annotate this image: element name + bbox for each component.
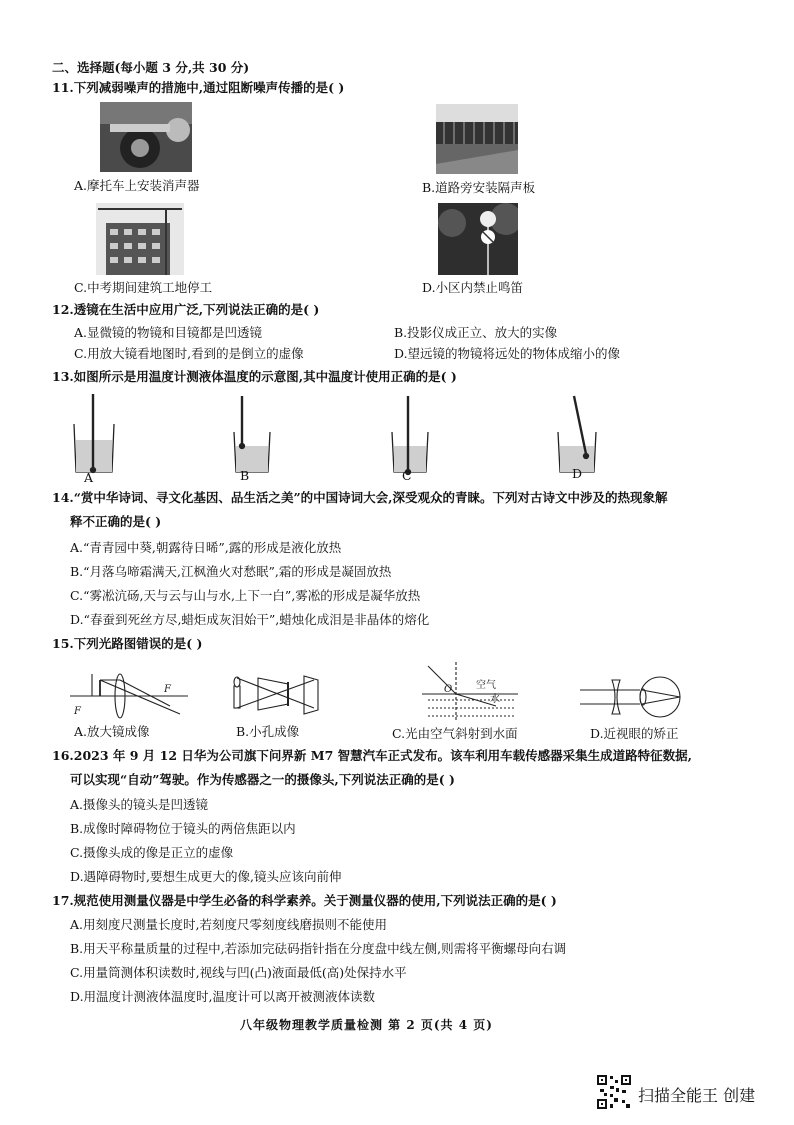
myopia-correction-diagram <box>580 674 690 720</box>
question-16-stem-line1: 16.2023 年 9 月 12 日华为公司旗下问界新 M7 智慧汽车正式发布。该车利用车载传感器采集生成道路特征数据, <box>52 748 692 763</box>
q11-option-b: B.道路旁安装隔声板 <box>422 180 536 195</box>
q16-option-d: D.遇障碍物时,要想生成更大的像,镜头应该向前伸 <box>70 869 342 884</box>
q14-option-d: D.“春蚕到死丝方尽,蜡炬成灰泪始干”,蜡烛化成泪是非晶体的熔化 <box>70 612 430 627</box>
point-o-label: O <box>444 684 453 695</box>
q16-option-a: A.摄像头的镜头是凹透镜 <box>70 797 209 812</box>
beaker-a <box>74 394 114 473</box>
question-14-stem-line1: 14.“赏中华诗词、寻文化基因、品生活之美”的中国诗词大会,深受观众的青睐。下列对古诗文中涉及的热现象解 <box>52 490 668 505</box>
q15-option-a: A.放大镜成像 <box>74 724 150 739</box>
beaker-b <box>234 396 270 472</box>
question-15-stem: 15.下列光路图错误的是( ) <box>52 636 203 651</box>
q17-option-b: B.用天平称量质量的过程中,若添加完砝码指针指在分度盘中线左侧,则需将平衡螺母向右调 <box>70 941 567 956</box>
construction-site-photo <box>96 203 184 275</box>
water-label: 水 <box>490 694 500 705</box>
magnifier-ray-diagram <box>70 670 190 722</box>
q11-option-a: A.摩托车上安装消声器 <box>74 178 200 193</box>
q17-option-d: D.用温度计测液体温度时,温度计可以离开被测液体读数 <box>70 989 376 1004</box>
q16-option-c: C.摄像头成的像是正立的虚像 <box>70 845 234 860</box>
q15-option-b: B.小孔成像 <box>236 724 300 739</box>
q17-option-c: C.用量筒测体积读数时,视线与凹(凸)液面最低(高)处保持水平 <box>70 965 407 980</box>
q14-option-b: B.“月落乌啼霜满天,江枫渔火对愁眠”,霜的形成是凝固放热 <box>70 564 392 579</box>
q16-option-b: B.成像时障碍物位于镜头的两倍焦距以内 <box>70 821 296 836</box>
thermometer-beakers-figure <box>60 388 620 484</box>
q11-option-c: C.中考期间建筑工地停工 <box>74 280 213 295</box>
noise-barrier-photo <box>436 104 518 174</box>
focus-label-left: F <box>74 706 81 717</box>
page-footer: 八年级物理教学质量检测 第 2 页(共 4 页) <box>240 1018 493 1032</box>
question-14-stem-line2: 释不正确的是( ) <box>70 514 162 529</box>
no-honking-sign-photo <box>438 203 518 275</box>
q15-option-c: C.光由空气斜射到水面 <box>392 726 518 741</box>
q12-option-d: D.望远镜的物镜将远处的物体成缩小的像 <box>394 346 621 361</box>
question-11-stem: 11.下列减弱噪声的措施中,通过阻断噪声传播的是( ) <box>52 80 345 95</box>
question-12-stem: 12.透镜在生活中应用广泛,下列说法正确的是( ) <box>52 302 320 317</box>
q17-option-a: A.用刻度尺测量长度时,若刻度尺零刻度线磨损则不能使用 <box>70 917 387 932</box>
air-label: 空气 <box>476 680 496 691</box>
q13-label-c: C <box>402 468 412 483</box>
q11-option-d: D.小区内禁止鸣笛 <box>422 280 524 295</box>
q13-label-b: B <box>240 468 250 483</box>
q12-option-c: C.用放大镜看地图时,看到的是倒立的虚像 <box>74 346 304 361</box>
q14-option-a: A.“青青园中葵,朝露待日晞”,露的形成是液化放热 <box>70 540 342 555</box>
beaker-d <box>558 396 596 472</box>
q12-option-b: B.投影仪成正立、放大的实像 <box>394 325 558 340</box>
focus-label-right: F <box>164 684 171 695</box>
q14-option-c: C.“雾凇沆砀,天与云与山与水,上下一白”,雾凇的形成是凝华放热 <box>70 588 421 603</box>
question-13-stem: 13.如图所示是用温度计测液体温度的示意图,其中温度计使用正确的是( ) <box>52 369 457 384</box>
qr-code-icon <box>596 1074 632 1110</box>
scanner-brand-text: 扫描全能王 创建 <box>638 1086 756 1105</box>
refraction-ray-diagram <box>420 660 520 724</box>
question-17-stem: 17.规范使用测量仪器是中学生必备的科学素养。关于测量仪器的使用,下列说法正确的是( ) <box>52 893 557 908</box>
beaker-c <box>392 396 428 475</box>
motorcycle-muffler-photo <box>100 102 192 172</box>
section-title: 二、选择题(每小题 3 分,共 30 分) <box>52 60 250 75</box>
question-16-stem-line2: 可以实现“自动”驾驶。作为传感器之一的摄像头,下列说法正确的是( ) <box>70 772 455 787</box>
q13-label-a: A <box>84 470 94 485</box>
pinhole-ray-diagram <box>228 668 324 718</box>
q15-option-d: D.近视眼的矫正 <box>590 726 679 741</box>
q12-option-a: A.显微镜的物镜和目镜都是凹透镜 <box>74 325 263 340</box>
q13-label-d: D <box>572 466 583 481</box>
